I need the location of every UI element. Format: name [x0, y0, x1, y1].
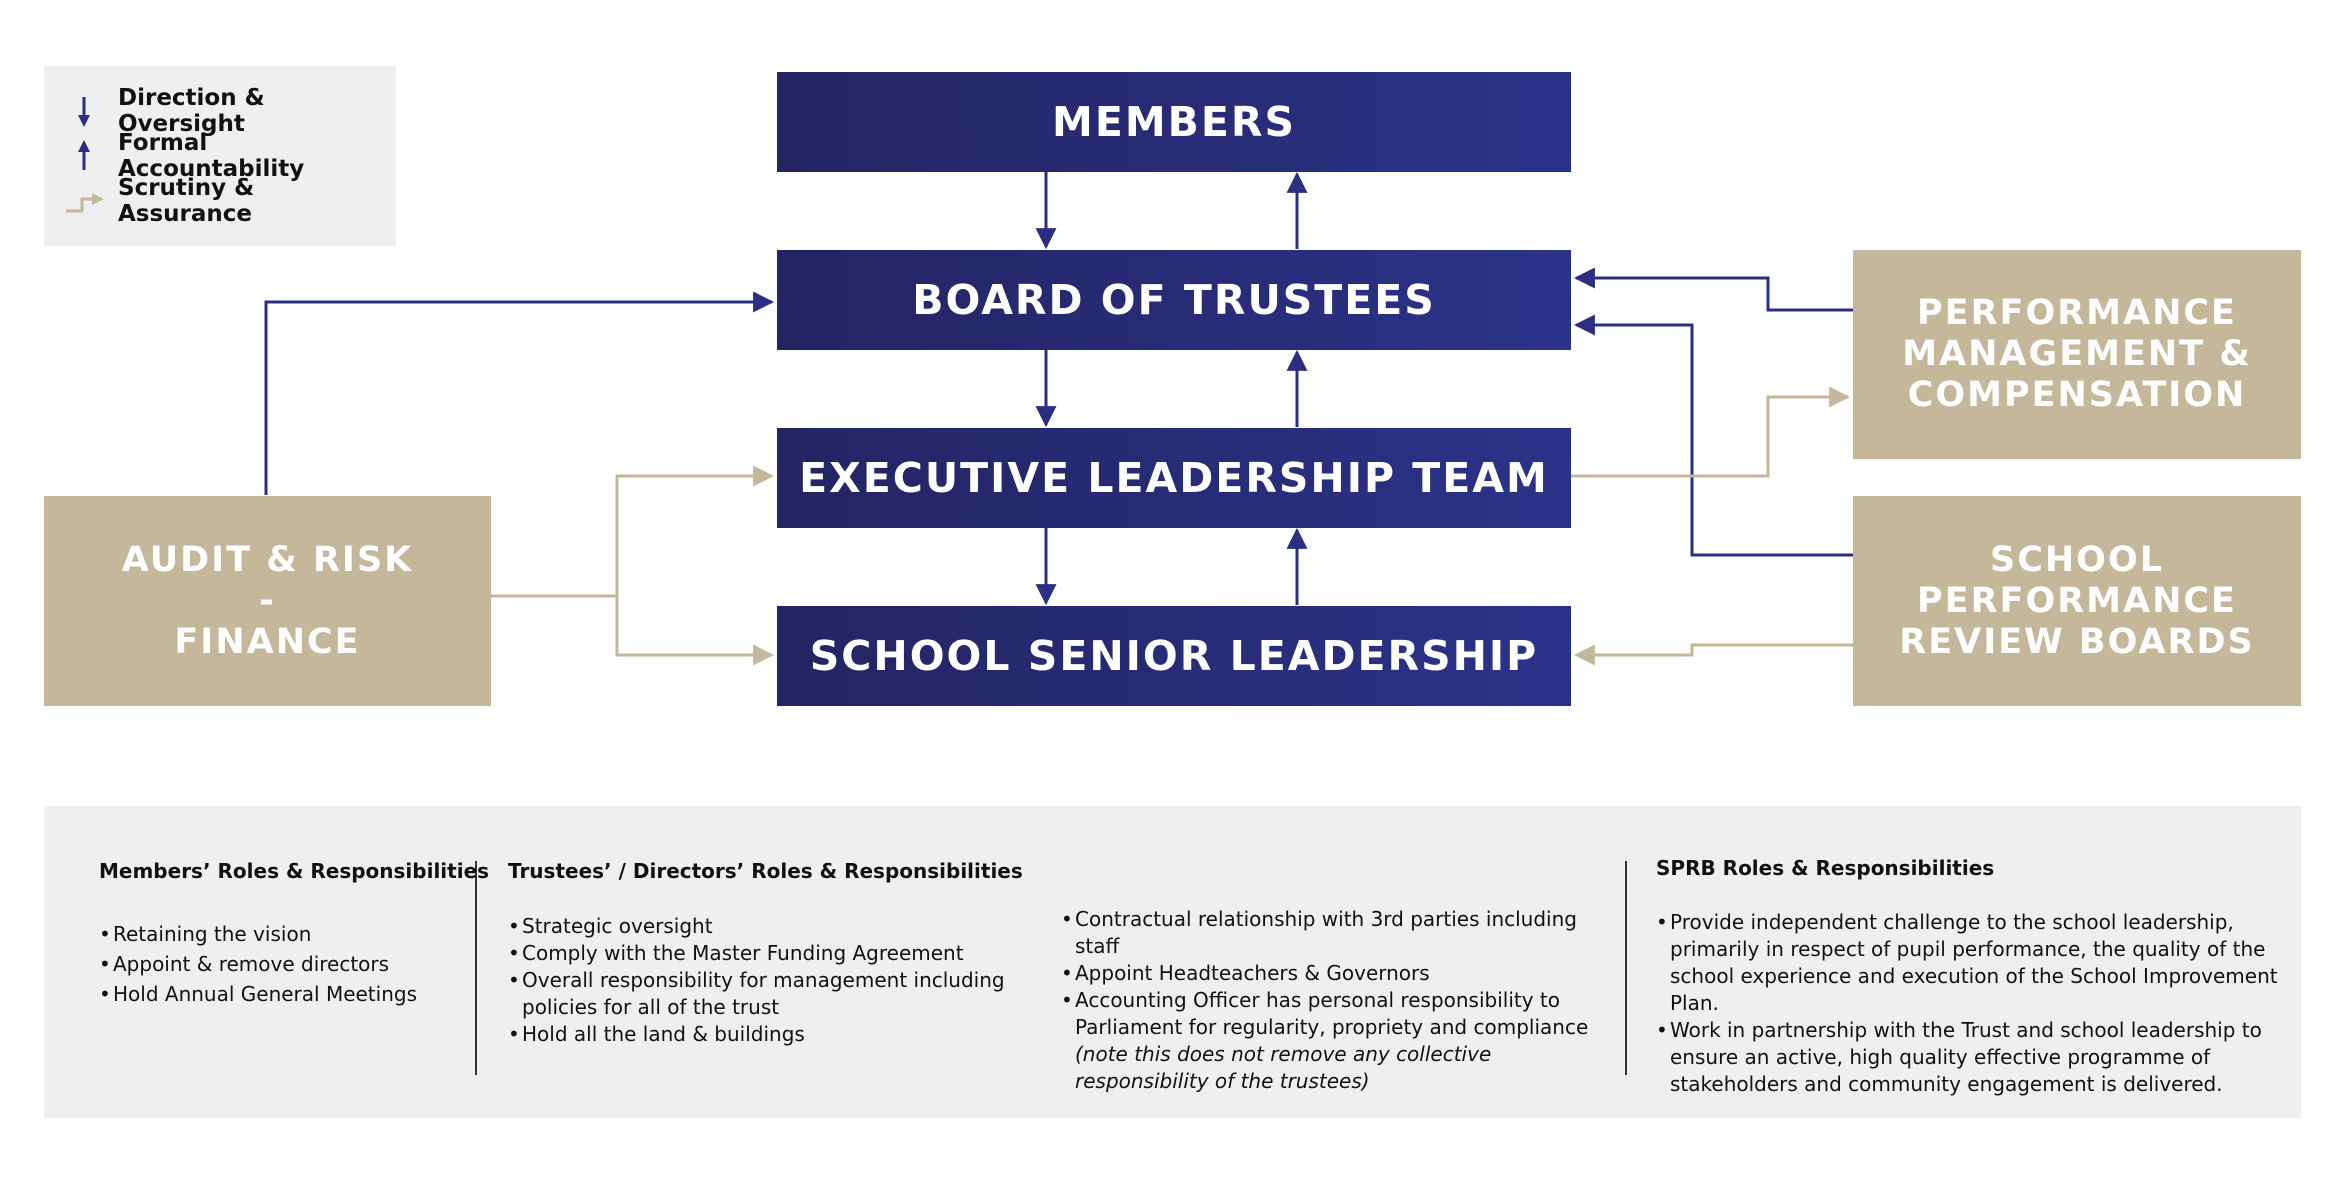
- sprb-roles-title: SPRB Roles & Responsibilities: [1656, 856, 1995, 880]
- audit-to-school-arrow: [617, 596, 772, 655]
- trustees-roles-title: Trustees’ / Directors’ Roles & Responsibilities: [508, 859, 1023, 883]
- list-item: • Provide independent challenge to the school leadership, primarily in respect of pupil performance, the quality of the school experience and execution of the School Improvement Plan.: [1656, 909, 2281, 1017]
- legend: [44, 66, 396, 246]
- arrow-down-icon: [64, 91, 104, 131]
- performance-box-line2: MANAGEMENT &: [1902, 334, 2252, 374]
- list-item: • Appoint & remove directors: [99, 949, 459, 979]
- school-performance-review-boards-box: [1853, 496, 2301, 706]
- members-roles-list: [99, 919, 459, 1009]
- accounting-officer-note: (note this does not remove any collective responsibility of the trustees): [1075, 1042, 1492, 1093]
- list-item: • Contractual relationship with 3rd parties including staff: [1061, 906, 1609, 960]
- sprb-to-school-arrow: [1576, 645, 1853, 655]
- sprb-box-line2: PERFORMANCE: [1917, 580, 2237, 621]
- roles-divider-1: [475, 861, 477, 1075]
- sprb-roles-list: [1656, 909, 2281, 1098]
- arrow-up-icon: [64, 136, 104, 176]
- list-item: • Work in partnership with the Trust and school leadership to ensure an active, high quality effective programme of stakeholders and community engagement is delivered.: [1656, 1017, 2281, 1098]
- legend-item-direction: [118, 85, 396, 137]
- roles-divider-2: [1625, 861, 1627, 1075]
- list-item: • Hold Annual General Meetings: [99, 979, 459, 1009]
- sprb-box-line1: SCHOOL: [1990, 539, 2164, 580]
- executive-to-performance-arrow: [1571, 397, 1848, 476]
- legend-label-direction: Direction & Oversight: [118, 85, 265, 137]
- performance-to-board-arrow: [1576, 278, 1853, 310]
- audit-box-line2: -: [259, 580, 276, 621]
- performance-management-box: [1853, 250, 2301, 459]
- legend-item-scrutiny: [118, 175, 396, 227]
- list-item: • Appoint Headteachers & Governors: [1061, 960, 1609, 987]
- list-item: • Strategic oversight: [508, 913, 1053, 940]
- list-item: [1061, 987, 1609, 1095]
- audit-box-line3: FINANCE: [174, 621, 361, 662]
- sprb-box-line3: REVIEW BOARDS: [1899, 621, 2255, 662]
- performance-box-line1: PERFORMANCE: [1917, 293, 2237, 333]
- list-item: • Hold all the land & buildings: [508, 1021, 1053, 1048]
- legend-label-scrutiny: Scrutiny & Assurance: [118, 175, 255, 227]
- audit-box-line1: AUDIT & RISK: [121, 539, 414, 580]
- elbow-arrow-icon: [64, 181, 104, 221]
- list-item: • Comply with the Master Funding Agreement: [508, 940, 1053, 967]
- executive-leadership-box: EXECUTIVE LEADERSHIP TEAM: [777, 428, 1571, 528]
- sprb-to-board-arrow: [1576, 325, 1853, 555]
- members-roles-title: Members’ Roles & Responsibilities: [99, 859, 490, 883]
- trustees-roles-list-a: [508, 913, 1053, 1048]
- legend-label-accountability: Formal Accountability: [118, 130, 305, 182]
- list-item: • Overall responsibility for management including policies for all of the trust: [508, 967, 1053, 1021]
- accounting-officer-text: Accounting Officer has personal responsibility to Parliament for regularity, propriety and compliance: [1075, 988, 1589, 1039]
- legend-item-accountability: [118, 130, 396, 182]
- audit-to-board-arrow: [266, 302, 772, 495]
- audit-to-executive-arrow: [617, 476, 772, 596]
- trustees-roles-list-b: [1061, 906, 1609, 1095]
- audit-risk-finance-box: [44, 496, 491, 706]
- list-item: • Retaining the vision: [99, 919, 459, 949]
- performance-box-line3: COMPENSATION: [1907, 375, 2247, 415]
- members-box: MEMBERS: [777, 72, 1571, 172]
- board-of-trustees-box: BOARD OF TRUSTEES: [777, 250, 1571, 350]
- school-senior-leadership-box: SCHOOL SENIOR LEADERSHIP: [777, 606, 1571, 706]
